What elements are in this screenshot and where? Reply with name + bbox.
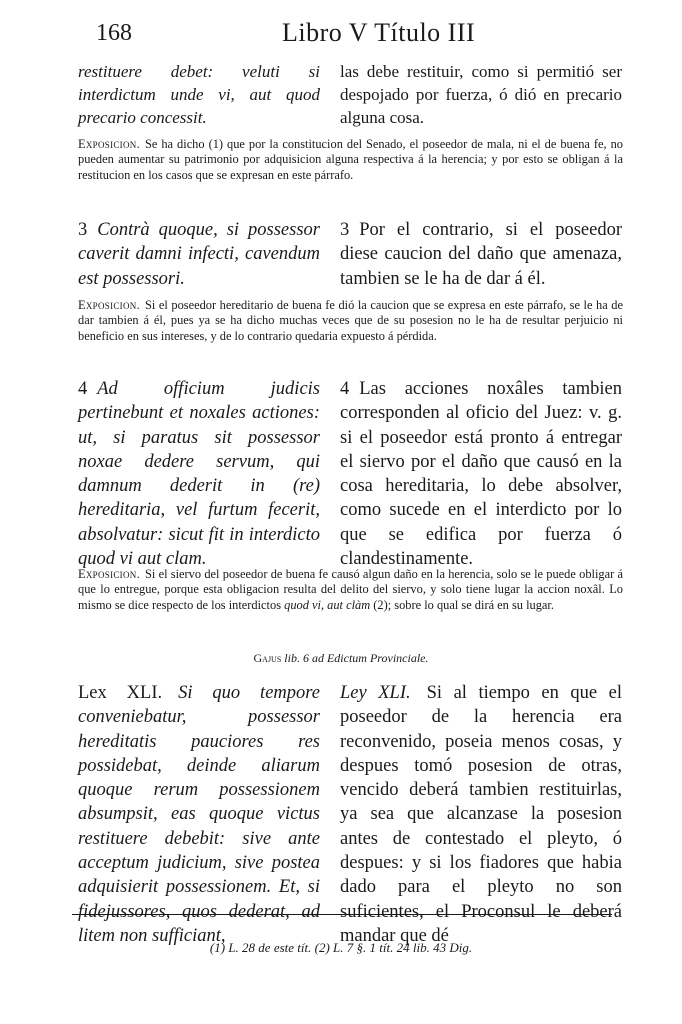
source-attribution bbox=[0, 651, 682, 666]
spanish-text: Ley XLI. Si al tiempo en que el poseedor de la herencia era reconvenido, poseia menos cosas, y despues tomó posesion de otras, vencido deberá tambien restituirlas, ya sea que alcanzase la posesion antes de contestado el pleyto, ó despues: y si los fiadores que habia dado para el pleyto no son suficientes, el Proconsul le deberá mandar que dé bbox=[340, 683, 622, 946]
paragraph-number: 4 bbox=[78, 379, 88, 399]
footnotes: (1) L. 28 de este tít. (2) L. 7 §. 1 tít. 24 lib. 43 Dig. bbox=[209, 940, 473, 955]
lex-label: Lex XLI. bbox=[78, 683, 163, 703]
spanish-text: 3 Por el contrario, si el poseedor diese caucion del daño que amenaza, tambien se le ha de dar á él. bbox=[340, 220, 622, 289]
exposicion-2 bbox=[78, 298, 623, 344]
latin-text: Lex XLI. Si quo tempore conveniebatur, possessor hereditatis pauciores res possidebat, deinde aliarum quoque rerum possessionem absumpsit, eas quoque victus restituere debebit: sive ante acceptum judicium, sive postea adquisierit possessionem. Et, si fidejussores, quos dederat, ad litem non sufficiant, bbox=[78, 683, 320, 946]
exposicion-text: Si el poseedor hereditario de buena fe dió la caucion que se expresa en este párrafo, se le ha de dar tambien á él, pues ya se ha dicho muchas veces que de su posesion no le ha de resultar perjuicio ni beneficio en sus intereses, y de lo contrario quedaria expuesto á pérdida. bbox=[78, 298, 623, 343]
exposicion-label: Exposicion. bbox=[78, 298, 140, 312]
exposicion-label: Exposicion. bbox=[78, 137, 140, 151]
exposicion-text-end: (2); sobre lo qual se dirá en su lugar. bbox=[373, 597, 554, 612]
footnote-rule bbox=[72, 914, 612, 915]
exposicion-1 bbox=[78, 137, 623, 183]
paragraph-number: 3 bbox=[340, 220, 350, 240]
spanish-text: las debe restituir, como si permitió ser despojado por fuerza, ó dió en precario alguna cosa. bbox=[340, 62, 622, 127]
paragraph-number: 3 bbox=[78, 220, 88, 240]
latin-text: 3 Contrà quoque, si possessor caverit damni infecti, cavendum est possessori. bbox=[78, 220, 320, 289]
exposicion-3 bbox=[78, 567, 623, 613]
source-reference: lib. 6 ad Edictum Provinciale. bbox=[284, 651, 429, 665]
latin-text: 4 Ad officium judicis pertinebunt et noxales actiones: ut, si paratus sit possessor noxae dedere servum, qui damnum dederit in (re) hereditaria, vel furtum fecerit, absolvatur: sicut fit in interdicto quod vi aut clam. bbox=[78, 379, 320, 570]
author-name: Gajus bbox=[253, 651, 282, 665]
page-number: 168 bbox=[96, 20, 132, 46]
page-header bbox=[0, 18, 682, 50]
ley-label: Ley XLI. bbox=[340, 683, 411, 703]
paragraph-number: 4 bbox=[340, 379, 350, 399]
exposicion-text: Se ha dicho (1) que por la constitucion del Senado, el poseedor de mala, ni el de buena fe, no pueden aumentar su patrimonio por adquisicion alguna respectiva á la herencia; y por esto se obligan á la restitucion en los casos que se expresan en este párrafo. bbox=[78, 137, 623, 182]
italic-reference: quod vi, aut clàm bbox=[284, 597, 371, 612]
running-title: Libro V Título III bbox=[282, 18, 476, 47]
latin-text: restituere debet: veluti si interdictum unde vi, aut quod precario concessit. bbox=[78, 62, 320, 127]
exposicion-label: Exposicion. bbox=[78, 567, 140, 581]
spanish-text: 4 Las acciones noxâles tambien corresponden al oficio del Juez: v. g. si el poseedor está pronto á entregar el siervo por el daño que causó en la cosa hereditaria, lo debe absolver, como sucede en el interdicto por lo que se edifica por fuerza ó clandestinamente. bbox=[340, 379, 622, 570]
exposicion-text: Si el siervo del poseedor de buena fe causó algun daño en la herencia, solo se le puede obligar á que lo entregue, porque esta obligacion resulta del delito del siervo, y solo tiene lugar la accion noxâl. Lo mismo se dice respecto de los interdictos bbox=[78, 567, 623, 612]
